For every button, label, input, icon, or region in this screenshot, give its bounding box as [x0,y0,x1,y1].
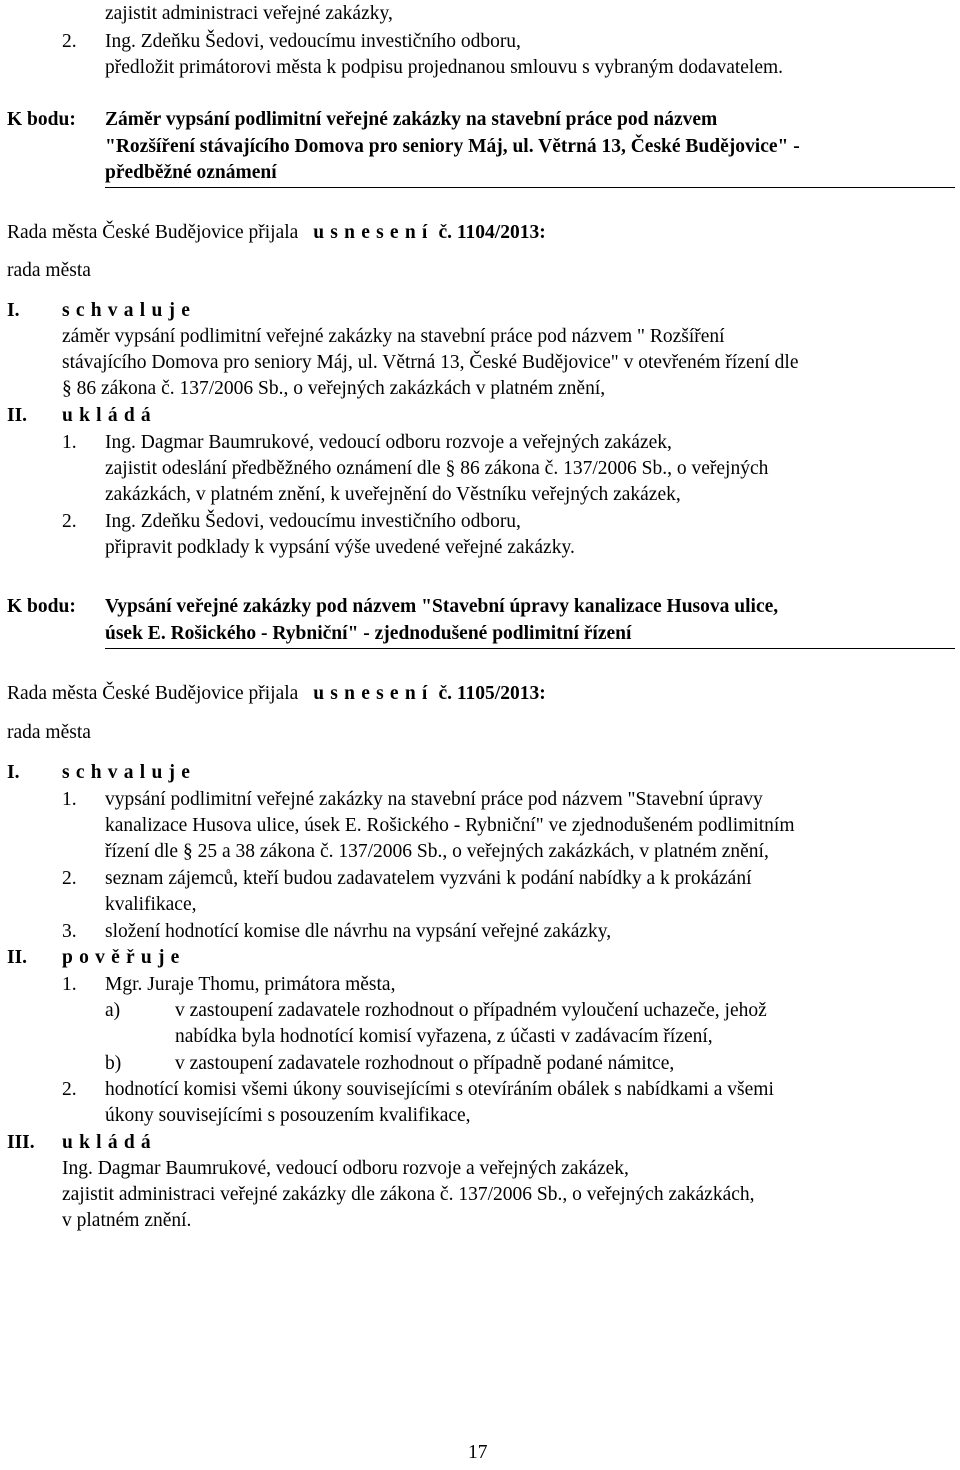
roman-numeral: III. [7,1132,35,1153]
text-line: § 86 zákona č. 137/2006 Sb., o veřejných zakázkách v platném znění, [62,378,606,399]
text-line: složení hodnotící komise dle návrhu na vypsání veřejné zakázky, [105,921,612,942]
council-label: rada města [7,722,91,743]
council-label: rada města [7,260,91,281]
list-number: 2. [62,511,77,532]
text-line: úkony souvisejícími s posouzením kvalifikace, [105,1105,471,1126]
text-line: v platném znění. [62,1210,192,1231]
list-letter: b) [105,1053,122,1074]
agenda-title-line: "Rozšíření stávajícího Domova pro seniory Máj, ul. Větrná 13, České Budějovice" - [105,136,800,157]
text-line: připravit podklady k vypsání výše uvedené veřejné zakázky. [105,537,575,558]
resolution-word: usnesení [313,683,434,704]
text-line: hodnotící komisi všemi úkony souvisejícími s otevíráním obálek s nabídkami a všemi [105,1079,774,1100]
text-line: v zastoupení zadavatele rozhodnout o případně podané námitce, [175,1053,675,1074]
verb-heading: pověřuje [62,947,186,968]
text-line: předložit primátorovi města k podpisu projednanou smlouvu s vybraným dodavatelem. [105,57,784,78]
roman-numeral: II. [7,405,28,426]
roman-numeral: II. [7,947,28,968]
resolution-line [7,221,546,245]
list-number: 1. [62,432,77,453]
resolution-number: č. 1104/2013: [438,222,546,243]
list-number: 2. [62,1079,77,1100]
resolution-word: usnesení [313,222,434,243]
text-line: zajistit administraci veřejné zakázky, [105,3,393,24]
text-line: kanalizace Husova ulice, úsek E. Rošického - Rybniční" ve zjednodušeném podlimitním [105,815,795,836]
page-number: 17 [468,1442,488,1463]
resolution-line [7,682,546,706]
list-number: 2. [62,868,77,889]
resolution-prefix: Rada města České Budějovice přijala [7,222,299,243]
list-number: 3. [62,921,77,942]
resolution-number: č. 1105/2013: [438,683,546,704]
list-number: 1. [62,974,77,995]
text-line: Mgr. Juraje Thomu, primátora města, [105,974,396,995]
text-line: kvalifikace, [105,894,197,915]
resolution-prefix: Rada města České Budějovice přijala [7,683,299,704]
text-line: v zastoupení zadavatele rozhodnout o případném vyloučení uchazeče, jehož [175,1000,767,1021]
text-line: Ing. Zdeňku Šedovi, vedoucímu investičního odboru, [105,511,521,532]
text-line: záměr vypsání podlimitní veřejné zakázky na stavební práce pod názvem " Rozšíření [62,326,725,347]
text-line: řízení dle § 25 a 38 zákona č. 137/2006 Sb., o veřejných zakázkách, v platném znění, [105,841,769,862]
text-line: zajistit administraci veřejné zakázky dle zákona č. 137/2006 Sb., o veřejných zakázkách, [62,1184,755,1205]
list-number: 2. [62,31,77,52]
text-line: seznam zájemců, kteří budou zadavatelem vyzváni k podání nabídky a k prokázání [105,868,752,889]
agenda-title-line: Vypsání veřejné zakázky pod názvem "Stavební úpravy kanalizace Husova ulice, [105,596,779,617]
agenda-title-line: úsek E. Rošického - Rybniční" - zjednodušené podlimitní řízení [105,623,632,644]
text-line: zakázkách, v platném znění, k uveřejnění do Věstníku veřejných zakázek, [105,484,681,505]
agenda-title-line: Záměr vypsání podlimitní veřejné zakázky na stavební práce pod názvem [105,109,718,130]
list-letter: a) [105,1000,121,1021]
agenda-title-line: předběžné oznámení [105,162,277,183]
k-bodu-label: K bodu: [7,596,76,617]
verb-heading: schvaluje [62,762,197,783]
heading-rule [105,187,955,188]
roman-numeral: I. [7,762,20,783]
verb-heading: ukládá [62,1132,157,1153]
text-line: Ing. Dagmar Baumrukové, vedoucí odboru rozvoje a veřejných zakázek, [62,1158,629,1179]
text-line: stávajícího Domova pro seniory Máj, ul. Větrná 13, České Budějovice" v otevřeném řízení dle [62,352,799,373]
k-bodu-label: K bodu: [7,109,76,130]
text-line: vypsání podlimitní veřejné zakázky na stavební práce pod názvem "Stavební úpravy [105,789,763,810]
heading-rule [105,648,955,649]
verb-heading: schvaluje [62,300,197,321]
text-line: zajistit odeslání předběžného oznámení dle § 86 zákona č. 137/2006 Sb., o veřejných [105,458,769,479]
list-number: 1. [62,789,77,810]
roman-numeral: I. [7,300,20,321]
verb-heading: ukládá [62,405,157,426]
text-line: nabídka byla hodnotící komisí vyřazena, z účasti v zadávacím řízení, [175,1026,713,1047]
text-line: Ing. Dagmar Baumrukové, vedoucí odboru rozvoje a veřejných zakázek, [105,432,672,453]
text-line: Ing. Zdeňku Šedovi, vedoucímu investičního odboru, [105,31,521,52]
